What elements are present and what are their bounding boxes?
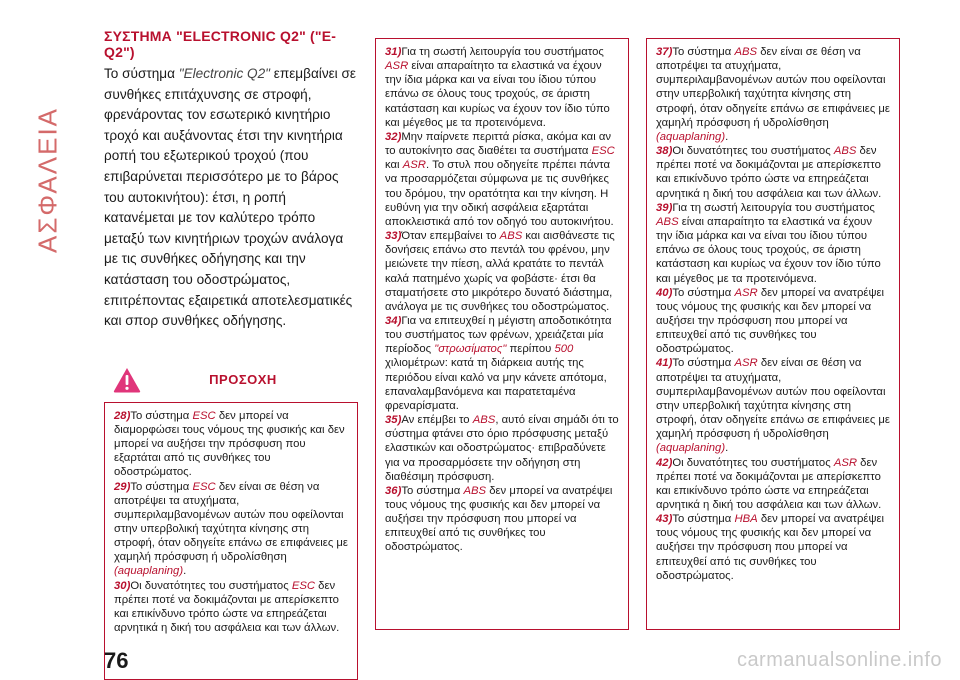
warning-note: [385, 484, 620, 555]
note-term: (aquaplaning): [656, 130, 726, 143]
note-text: και αισθάνεστε τις δονήσεις επάνω στο πεντάλ του φρένου, μην μειώνετε την πίεση, αλλά κρατάτε το πεντάλ καλά πατημένο χωρίς να φοβάστε· έτσι θα σταματήσετε στο μικρότερο δυνατό διάστημα, ανάλογα με τις συνθήκες του οδοστρώματος.: [385, 230, 615, 313]
warning-note: [385, 229, 620, 314]
warning-note: [656, 45, 891, 144]
note-text: . Το στυλ που οδηγείτε πρέπει πάντα να προσαρμόζεται σύμφωνα με τις συνθήκες του δρόμου, την ορατότητα και την κίνηση. Η ευθύνη για την οδική ασφάλεια εξαρτάται αποκλειστικά από τον οδηγό του αυτοκινήτου.: [385, 159, 614, 228]
note-term: ABS: [833, 145, 857, 158]
note-number: 31): [385, 46, 402, 58]
note-term: ABS: [656, 215, 679, 228]
note-number: 34): [385, 314, 402, 327]
note-term: HBA: [734, 513, 758, 526]
note-text: Οι δυνατότητες του συστήματος: [672, 145, 834, 158]
note-text: Το σύστημα: [130, 409, 193, 422]
note-text: , αυτό είναι σημάδι ότι το σύστημα φτάνει στο όριο πρόσφυσης μεταξύ ελαστικών και οδοστρώματος· επιβραδύνετε για να προσαρμόσετε την οδήγηση στη διαθέσιμη πρόσφυση.: [385, 414, 619, 483]
note-text: περίπου: [506, 343, 555, 356]
note-number: 37): [656, 46, 673, 58]
note-term: ASR: [833, 456, 858, 469]
note-term: ABS: [734, 46, 758, 58]
note-text: .: [725, 442, 729, 455]
warning-note: [656, 286, 891, 357]
note-text: Μην παίρνετε περιττά ρίσκα, ακόμα και αν το αυτοκίνητο σας διαθέτει τα συστήματα: [385, 130, 612, 158]
note-text: είναι απαραίτητο τα ελαστικά να έχουν την ίδια μάρκα και να είναι του ίδιου τύπου επάνω σε όλους τους τροχούς, σε άριστη κατάσταση και κυρίως να έχουν τον ίδιο τύπο και μέγεθος με τα προτεινόμενα.: [656, 215, 881, 285]
note-text: Για τη σωστή λειτουργία του συστήματος: [672, 201, 875, 214]
note-term: ABS: [472, 414, 496, 427]
note-text: δεν είναι σε θέση να αποτρέψει τα ατυχήματα, συμπεριλαμβανομένων αυτών που οφείλονται στην υπερβολική ταχύτητα κίνησης στη στροφή, όταν οδηγείτε επάνω σε επιφάνειες με χαμηλή πρόσφυση ή υδρολίσθηση: [656, 357, 890, 441]
warning-note: [385, 413, 620, 484]
warning-note: [385, 130, 620, 229]
warning-header: [104, 366, 358, 402]
warning-note: [656, 201, 891, 286]
note-term: ESC: [591, 145, 615, 158]
note-text: Όταν επεμβαίνει το: [401, 230, 500, 243]
note-text: Αν επέμβει το: [401, 414, 473, 427]
side-tab-label: ΑΣΦΑΛΕΙΑ: [32, 106, 63, 254]
note-number: 29): [114, 480, 131, 493]
warning-note: [385, 45, 620, 130]
note-text: δεν μπορεί να ανατρέψει τους νόμους της φυσικής και δεν μπορεί να αυξήσει την πρόσφυση που μπορεί να επιτευχθεί από τις συνθήκες του οδοστρώματος.: [656, 513, 885, 582]
note-number: 33): [385, 230, 402, 243]
note-term: ABS: [499, 230, 523, 243]
watermark: carmanualsonline.info: [736, 649, 942, 671]
warning-note: [656, 456, 891, 513]
note-text: .: [183, 565, 187, 578]
warning-note: [656, 512, 891, 583]
note-number: 28): [114, 409, 131, 422]
section-intro: Το σύστημα "Electronic Q2" επεμβαίνει σε συνθήκες επιτάχυνσης σε στροφή, φρενάροντας τον εσωτερικό κινητήριο τροχό και αυξάνοντας έτσι την κινητήρια ροπή του εξωτερικού τροχού (που επιβαρύνεται περισσότερο με το βάρος του αυτοκινήτου): έτσι, η ροπή κατανέμεται με τον καλύτερο τρόπο μεταξύ των κινητήριων τροχών ανάλογα με τις συνθήκες οδήγησης και την κατάσταση του οδοστρώματος, επιτρέποντας εξαιρετικά αποτελεσματικές και σπορ συνθήκες οδήγησης.: [104, 66, 356, 329]
note-number: 40): [656, 286, 673, 299]
note-term: ASR: [402, 159, 426, 172]
note-text: είναι απαραίτητο τα ελαστικά να έχουν την ίδια μάρκα και να είναι του ίδιου τύπου επάνω σε όλους τους τροχούς, σε άριστη κατάσταση και κυρίως να έχουν τον ίδιο τύπο και μέγεθος με τα προτεινόμενα.: [385, 60, 610, 129]
warning-note: [385, 314, 620, 413]
note-number: 32): [385, 130, 402, 143]
note-text: δεν πρέπει ποτέ να δοκιμάζονται με απερίσκεπτο και επικίνδυνο τρόπο ώστε να επηρεάζεται αρνητικά η δική του ασφάλεια και των άλλων.: [656, 145, 882, 200]
note-text: δεν μπορεί να ανατρέψει τους νόμους της φυσικής και δεν μπορεί να αυξήσει την πρόσφυση που μπορεί να επιτευχθεί από τις συνθήκες του οδοστρώματος.: [385, 484, 613, 554]
note-text: Το σύστημα: [672, 513, 735, 526]
note-term: ABS: [463, 484, 487, 497]
note-text: δεν μπορεί να ανατρέψει τους νόμους της φυσικής και δεν μπορεί να αυξήσει την πρόσφυση που μπορεί να επιτευχθεί από τις συνθήκες του οδοστρώματος.: [656, 286, 885, 356]
note-term: ASR: [385, 60, 409, 73]
note-term: ASR: [734, 286, 758, 299]
note-text: δεν είναι σε θέση να αποτρέψει τα ατυχήματα, συμπεριλαμβανομένων αυτών που οφείλονται στην υπερβολική ταχύτητα κίνησης στη στροφή, όταν οδηγείτε επάνω σε επιφάνειες με χαμηλή πρόσφυση ή υδρολίσθηση: [656, 46, 890, 129]
note-text: και: [385, 159, 403, 172]
left-column: [104, 28, 358, 680]
note-number: 43): [656, 513, 673, 526]
note-term: 500: [554, 343, 574, 356]
note-number: 30): [114, 579, 131, 592]
note-number: 41): [656, 357, 673, 370]
warning-note: [114, 480, 349, 579]
note-number: 42): [656, 456, 673, 469]
section-side-tab: [28, 60, 68, 300]
note-text: δεν πρέπει ποτέ να δοκιμάζονται με απερίσκεπτο και επικίνδυνο τρόπο ώστε να επηρεάζεται αρνητικά η δική του ασφάλεια και των άλλων.: [114, 579, 340, 635]
note-term: ASR: [734, 357, 758, 370]
note-number: 35): [385, 414, 402, 427]
note-term: (aquaplaning): [656, 442, 726, 455]
warning-box-left: [104, 402, 358, 680]
note-text: δεν είναι σε θέση να αποτρέψει τα ατυχήματα, συμπεριλαμβανομένων αυτών που οφείλονται στην υπερβολική ταχύτητα κίνησης στη στροφή, όταν οδηγείτε επάνω σε επιφάνειες με χαμηλή πρόσφυση ή υδρολίσθηση: [114, 480, 348, 564]
note-number: 36): [385, 484, 402, 497]
note-text: Για να επιτευχθεί η μέγιστη αποδοτικότητα του συστήματος των φρένων, χρειάζεται μία περίοδος: [385, 314, 612, 356]
page-number: 76: [104, 648, 129, 673]
note-term: ESC: [192, 409, 216, 422]
note-text: Οι δυνατότητες του συστήματος: [130, 579, 292, 592]
warning-note: [114, 579, 349, 636]
note-term: ESC: [291, 579, 316, 592]
warning-note: [114, 409, 349, 480]
note-text: .: [725, 130, 729, 143]
note-text: Το σύστημα: [130, 480, 193, 493]
note-text: δεν μπορεί να διαμορφώσει τους νόμους της φυσικής και δεν μπορεί να αυξήσει την πρόσφυση που εξαρτάται από τις συνθήκες του οδοστρώματος.: [114, 409, 345, 479]
note-term: ESC: [192, 480, 216, 493]
note-number: 39): [656, 201, 673, 214]
note-term: (aquaplaning): [114, 565, 184, 578]
note-text: Για τη σωστή λειτουργία του συστήματος: [401, 46, 604, 58]
note-number: 38): [656, 145, 673, 158]
note-text: Το σύστημα: [672, 357, 735, 370]
note-text: Οι δυνατότητες του συστήματος: [672, 456, 834, 469]
note-text: δεν πρέπει ποτέ να δοκιμάζονται με απερίσκεπτο και επικίνδυνο τρόπο ώστε να επηρεάζεται αρνητικά η δική του ασφάλεια και των άλλων.: [656, 456, 882, 511]
note-text: Το σύστημα: [672, 286, 735, 299]
note-term: "στρωσίματος": [434, 343, 507, 356]
note-text: Το σύστημα: [401, 484, 464, 497]
note-text: Το σύστημα: [672, 46, 735, 58]
intro-term: "Electronic Q2": [178, 66, 271, 81]
warning-title: ΠΡΟΣΟΧΗ: [209, 371, 277, 387]
warning-note: [656, 356, 891, 455]
section-title: ΣΥΣΤΗΜΑ "ELECTRONIC Q2" ("E-Q2"): [104, 28, 337, 60]
warning-box-middle: [375, 38, 629, 630]
warning-box-right: [646, 38, 900, 630]
note-text: χιλιομέτρων: κατά τη διάρκεια αυτής της περιόδου είναι καλό να μην κάνετε απότομα, επαναλαμβανόμενα και παρατεταμένα φρεναρίσματα.: [385, 357, 607, 412]
warning-note: [656, 144, 891, 201]
